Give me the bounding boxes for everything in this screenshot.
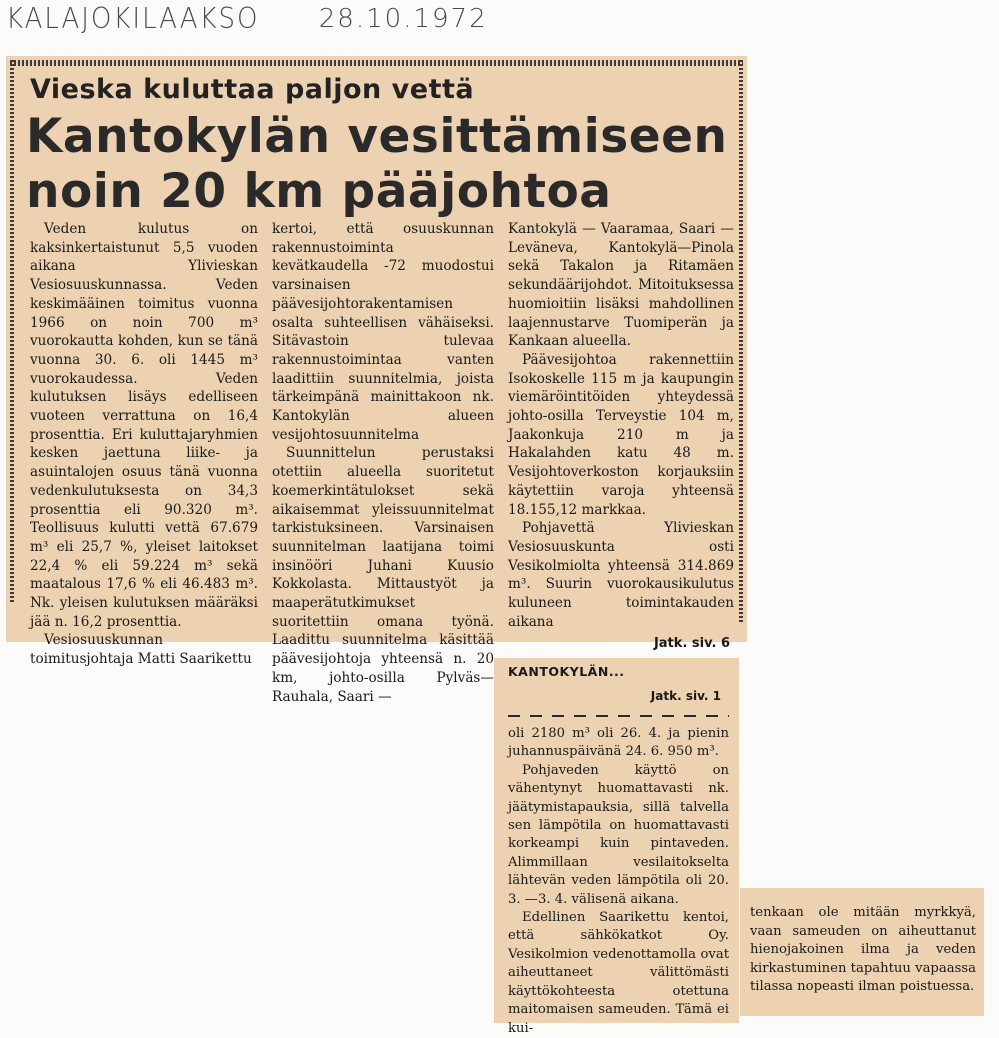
dotted-border-top [10,60,743,66]
clipping-date: 28.10.1972 [318,4,488,34]
continuation-column [508,725,729,1038]
paragraph: Edellinen Saarikettu kentoi, että sähkökatkot Oy. Vesikolmion vedenottamolla ovat aiheuttaneet välittömästi käyttökohteesta otettuna maitomaisen sameuden. Tämä ei kui- [508,910,729,1036]
final-column [750,904,976,997]
article-column-1 [30,220,258,706]
article-columns [30,220,740,706]
handwritten-annotation [6,4,488,34]
final-clipping [740,888,984,1016]
article-column-3 [508,220,734,706]
paragraph: Kantokylä — Vaaramaa, Saari —Leväneva, Kantokylä—Pinola sekä Takalon ja Ritamäen sekundäärijohdot. Mitoituksessa huomioitiin lisäksi mahdollinen laajennustarve Tuomiperän ja Kankaan alueella. [508,221,734,350]
continued-from-label: Jatk. siv. 1 [650,689,721,703]
paragraph: tenkaan ole mitään myrkkyä, vaan sameuden on aiheuttanut hienojakoinen ilma ja veden kirkastuminen tapahtuu vapaassa tilassa nopeasti ilman poistuessa. [750,905,976,995]
dotted-border-left [10,60,14,602]
paragraph: Päävesijohtoa rakennettiin Isokoskelle 115 m ja kaupungin viemäröintitöiden yhteydessä johto-osilla Terveystie 104 m, Jaakonkuja 210 m ja Hakalahden katu 48 m. Vesijohtoverkoston korjauksiin käytettiin varoja yhteensä 18.155,12 markkaa. [508,351,734,518]
paragraph: Vesiosuuskunnan toimitusjohtaja Matti Saarikettu [30,632,252,668]
paragraph: Veden kulutus on kaksinkertaistunut 5,5 vuoden aikana Ylivieskan Vesiosuuskunnassa. Veden keskimääinen toimitus vuonna 1966 on noin 700 m³ vuorokautta kohden, kun se tänä vuonna 30. 6. oli 1445 m³ vuorokaudessa. Veden kulutuksen lisäys edelliseen vuoteen verrattuna on 16,4 prosenttia. Eri kuluttajaryhmien kesken jaettuna liike- ja asuintalojen osuus tänä vuonna vedenkulutuksesta on 34,3 prosenttia eli 90.320 m³. Teollisuus kulutti vettä 67.679 m³ eli 25,7 %, yleiset laitokset 22,4 % eli 59.224 m³ sekä maatalous 17,6 % eli 46.483 m³. Nk. yleisen kulutuksen määräksi jää n. 16,2 prosenttia. [30,221,258,630]
article-headline: Kantokylän vesittämiseen noin 20 km pääjohtoa [26,109,728,219]
newspaper-name: KALAJOKILAAKSO [6,2,260,36]
paragraph: oli 2180 m³ oli 26. 4. ja pienin juhannuspäivänä 24. 6. 950 m³. [508,726,729,760]
article-kicker: Vieska kuluttaa paljon vettä [30,74,475,105]
paragraph: kertoi, että osuuskunnan rakennustoiminta kevätkaudella -72 muodostui varsinaisen päävesijohtorakentamisen osalta suhteellisen vähäiseksi. Sitävastoin tulevaa rakennustoimintaa vanten laadittiin suunnitelmia, joista tärkeimpänä mainittakoon nk. Kantokylän alueen vesijohtosuunnitelma [272,221,494,443]
continuation-clipping [494,658,739,1036]
article-column-2 [272,220,494,706]
continued-label: Jatk. siv. 6 [653,636,730,652]
paragraph: Pohjaveden käyttö on vähentynyt huomattavasti nk. jäätymistapauksia, sillä talvella sen lämpötila on huomattavasti korkeampi kuin pintaveden. Alimmillaan vesilaitokselta lähtevän veden lämpötila oli 20. 3. —3. 4. välisenä aikana. [508,762,729,907]
paragraph: Suunnittelun perustaksi otettiin alueella suoritetut koemerkintätulokset sekä aikaisemmat yleissuunnitelmat tarkistuksineen. Varsinaisen suunnitelman laatijana toimi insinööri Juhani Kuusio Kokkolasta. Mittaustyöt ja maaperätutkimukset suoritettiin omana työnä. Laadittu suunnitelma käsittää päävesijohtoja yhteensä n. 20 km, johto-osilla Pylväs—Rauhala, Saari — [272,445,494,705]
dashed-divider [508,715,729,717]
continuation-heading: KANTOKYLÄN... [508,664,625,679]
paragraph: Pohjavettä Ylivieskan Vesiosuuskunta osti Vesikolmiolta yhteensä 314.869 m³. Suurin vuorokausikulutus kuluneen toimintakauden aikana [508,520,734,630]
